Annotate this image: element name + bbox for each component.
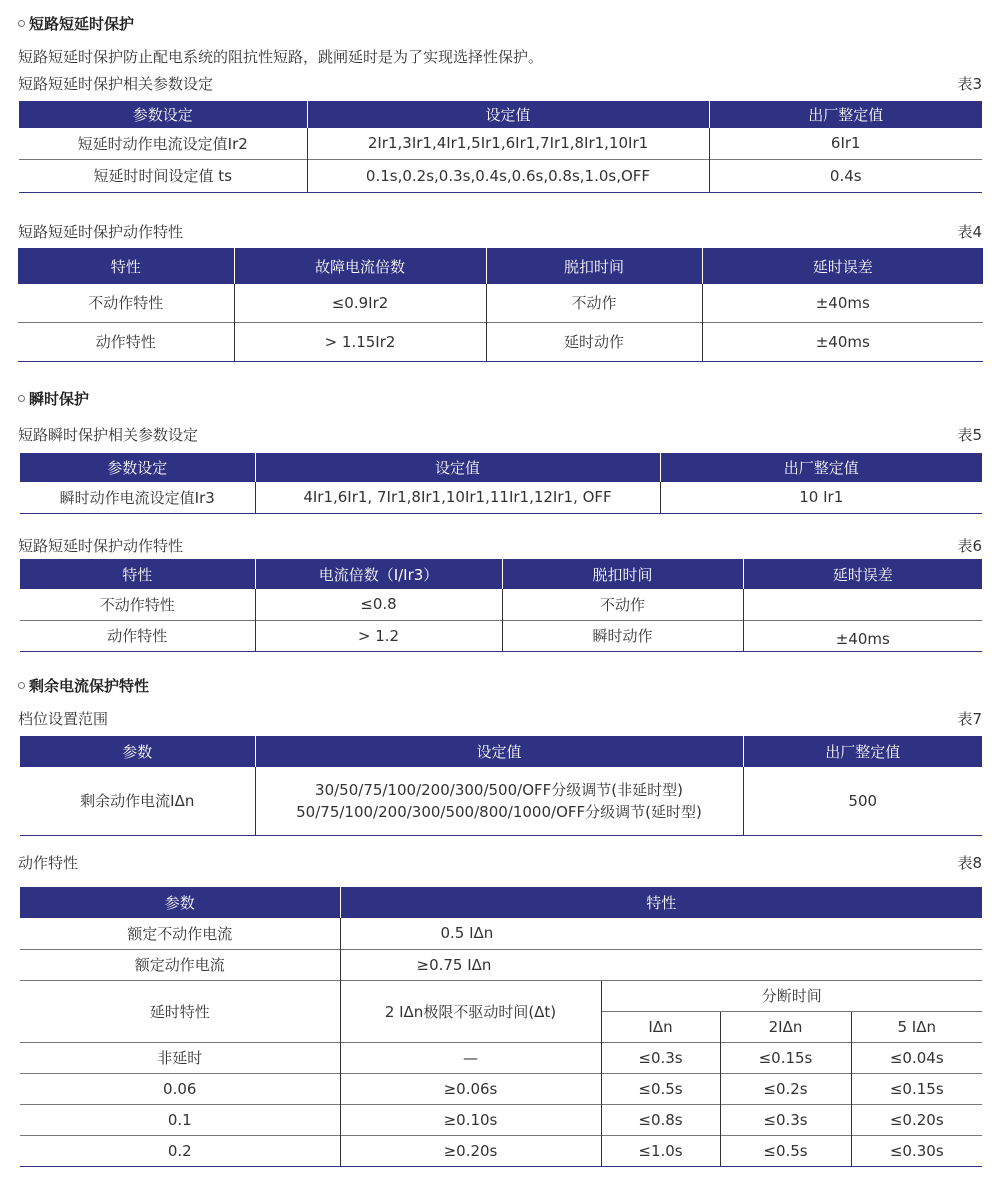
table-cell: ≥0.06s (340, 1073, 601, 1104)
table-header: 特性 (20, 559, 255, 589)
table-row (20, 767, 982, 835)
table-cell: > 1.2 (255, 620, 502, 651)
table-cell: ≥0.75 IΔn (340, 949, 982, 980)
setting-line-delay: 50/75/100/200/300/500/800/1000/OFF分级调节(延时型) (296, 802, 702, 821)
table-row (18, 284, 983, 322)
table-header: 脱扣时间 (486, 248, 702, 284)
table-cell: 2 IΔn极限不驱动时间(Δt) (340, 980, 601, 1042)
table-cell: 瞬时动作 (502, 620, 743, 651)
table-cell: ≤0.15s (851, 1073, 982, 1104)
table4-caption: 短路短延时保护动作特性 (18, 223, 184, 241)
table-cell: 2IΔn (720, 1011, 851, 1042)
table-cell: ≤0.5s (601, 1073, 720, 1104)
table5-caption: 短路瞬时保护相关参数设定 (18, 426, 199, 444)
table-row (20, 589, 982, 620)
table-cell: 0.4s (709, 159, 982, 192)
table-cell: ≤0.04s (851, 1042, 982, 1073)
table8-caption: 动作特性 (18, 854, 79, 872)
table-cell: 0.06 (20, 1073, 340, 1104)
table-cell: — (340, 1042, 601, 1073)
table-cell: ≤0.20s (851, 1104, 982, 1135)
table-7 (20, 736, 982, 836)
table-cell: 2Ir1,3Ir1,4Ir1,5Ir1,6Ir1,7Ir1,8Ir1,10Ir1 (307, 128, 709, 159)
table-row (20, 620, 982, 651)
table-header: 出厂整定值 (660, 453, 982, 482)
table-header: 设定值 (255, 736, 743, 767)
table-header: 出厂整定值 (743, 736, 982, 767)
table-cell: 5 IΔn (851, 1011, 982, 1042)
table-header: 电流倍数（I/Ir3） (255, 559, 502, 589)
table-cell: 6Ir1 (709, 128, 982, 159)
table-8 (20, 887, 982, 1167)
table-cell: ≤0.3s (601, 1042, 720, 1073)
table7-caption: 档位设置范围 (18, 710, 109, 728)
table-cell: 不动作 (486, 284, 702, 322)
table-cell: ≤1.0s (601, 1135, 720, 1166)
table-cell: 延时动作 (486, 322, 702, 361)
table-cell: 额定不动作电流 (127, 924, 233, 943)
table-cell: IΔn (601, 1011, 720, 1042)
table-row (20, 918, 982, 949)
table-cell: 不动作特性 (99, 595, 175, 614)
table-header: 设定值 (255, 453, 660, 482)
table-3 (19, 101, 982, 193)
table-cell: ±40ms (702, 284, 983, 322)
table-4 (18, 248, 983, 362)
bullet-icon (18, 395, 25, 402)
section-title-residual: 剩余电流保护特性 (18, 675, 149, 696)
table-header: 参数 (20, 887, 340, 918)
table-header: 出厂整定值 (709, 101, 982, 128)
table-cell: 短延时动作电流设定值Ir2 (77, 134, 248, 153)
table-header: 设定值 (307, 101, 709, 128)
table-row (20, 1073, 982, 1104)
table-cell: ≤0.15s (720, 1042, 851, 1073)
table-cell: 0.2 (20, 1135, 340, 1166)
table-header: 延时误差 (743, 559, 982, 589)
table-cell: ≥0.10s (340, 1104, 601, 1135)
table-cell: 动作特性 (18, 322, 234, 361)
table-cell: 非延时 (20, 1042, 340, 1073)
section-title-instant: 瞬时保护 (18, 388, 89, 409)
table4-number: 表4 (957, 223, 982, 241)
section-description: 短路短延时保护防止配电系统的阻抗性短路，跳闸延时是为了实现选择性保护。 (18, 48, 544, 66)
table6-caption: 短路短延时保护动作特性 (18, 537, 184, 555)
table-cell: 动作特性 (20, 620, 255, 651)
table-cell-setting (255, 767, 743, 835)
table-cell: ≥0.20s (340, 1135, 601, 1166)
table-cell: ≤0.9Ir2 (234, 284, 486, 322)
table8-number: 表8 (957, 854, 982, 872)
bullet-icon (18, 20, 25, 27)
table-header: 延时误差 (702, 248, 983, 284)
table-cell: 剩余动作电流IΔn (20, 767, 255, 835)
table-cell: ≤0.5s (720, 1135, 851, 1166)
table-cell: 不动作特性 (88, 294, 164, 313)
table-row (19, 128, 982, 159)
table-cell: 0.5 IΔn (340, 918, 982, 949)
table-header: 特性 (340, 887, 982, 918)
table-header: 参数 (20, 736, 255, 767)
bullet-icon (18, 682, 25, 689)
setting-line-nondelay: 30/50/75/100/200/300/500/OFF分级调节(非延时型) (315, 780, 683, 799)
table-cell: ≤0.2s (720, 1073, 851, 1104)
table-5 (20, 453, 982, 514)
table-header: 参数设定 (19, 101, 307, 128)
table3-caption: 短路短延时保护相关参数设定 (18, 75, 214, 93)
table-cell: 额定动作电流 (20, 949, 340, 980)
table-cell: 10 Ir1 (660, 482, 982, 513)
table-cell: 延时特性 (20, 980, 340, 1042)
table-header: 特性 (18, 248, 234, 284)
table-cell: ±40ms (702, 322, 983, 361)
table-cell: ≤0.8 (255, 589, 502, 620)
table-row (20, 1135, 982, 1166)
table7-number: 表7 (957, 710, 982, 728)
table-cell: 0.1 (20, 1104, 340, 1135)
table-row (20, 482, 982, 513)
table5-number: 表5 (957, 426, 982, 444)
table-cell: ±40ms (743, 620, 982, 651)
table-row (20, 949, 982, 980)
table3-number: 表3 (957, 75, 982, 93)
table-row (18, 322, 983, 361)
table6-number: 表6 (957, 537, 982, 555)
table-cell: 4Ir1,6Ir1, 7Ir1,8Ir1,10Ir1,11Ir1,12Ir1, OFF (255, 482, 660, 513)
table-cell: ≤0.8s (601, 1104, 720, 1135)
table-row (19, 159, 982, 192)
table-cell: ≤0.30s (851, 1135, 982, 1166)
table-6 (20, 559, 982, 652)
table-cell: ≤0.3s (720, 1104, 851, 1135)
table-cell: 0.1s,0.2s,0.3s,0.4s,0.6s,0.8s,1.0s,OFF (307, 159, 709, 192)
table-row (20, 1104, 982, 1135)
table-row (20, 1042, 982, 1073)
table-header: 故障电流倍数 (234, 248, 486, 284)
table-cell (743, 589, 982, 620)
table-cell: 短延时时间设定值 ts (19, 159, 307, 192)
table-cell: > 1.15Ir2 (234, 322, 486, 361)
section-title-short-delay: 短路短延时保护 (18, 13, 134, 34)
table-cell: 不动作 (502, 589, 743, 620)
table-header: 参数设定 (20, 453, 255, 482)
table-cell: 瞬时动作电流设定值Ir3 (20, 482, 255, 513)
table-header: 脱扣时间 (502, 559, 743, 589)
table-cell: 500 (743, 767, 982, 835)
table-cell: 分断时间 (601, 980, 982, 1011)
table-row (20, 980, 982, 1011)
